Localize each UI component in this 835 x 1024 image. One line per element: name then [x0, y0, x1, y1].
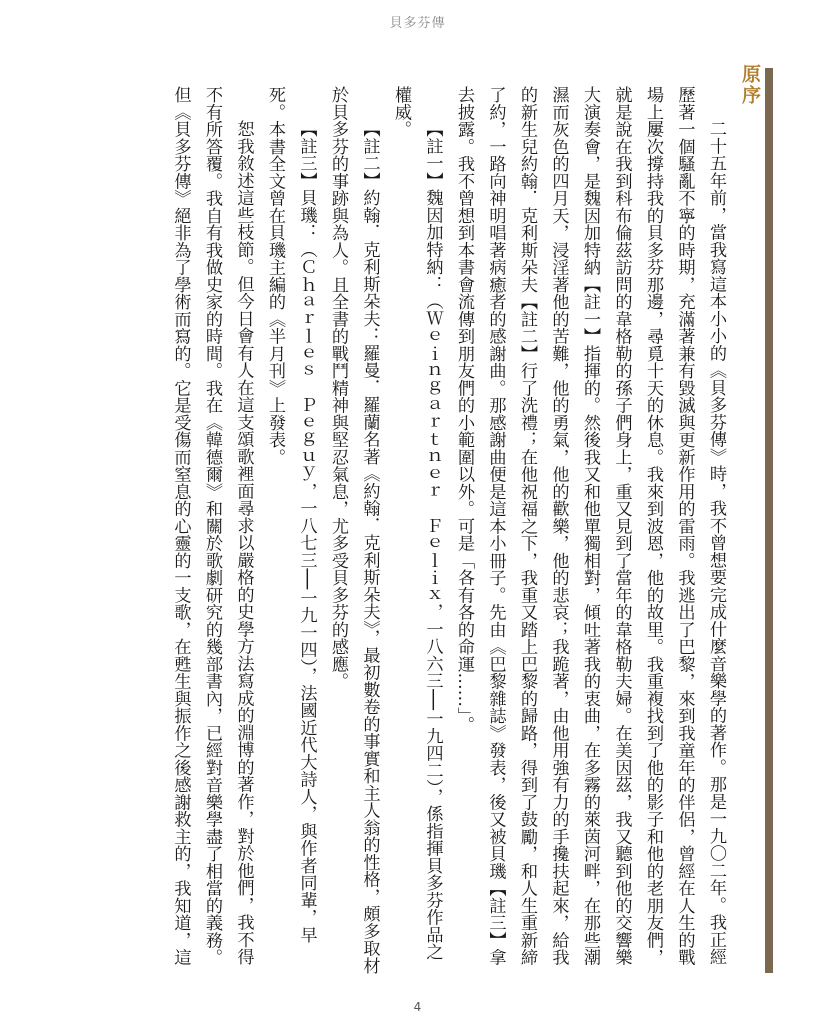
footnote-3: 【註三】貝璣：（Ｃｈａｒｌｅｓ Ｐｅｇｕｙ，一八七三──一九一四），法國近代大詩人，與作者同輩，早死。本書全文曾在貝璣主編的《半月刊》上發表。 [265, 86, 317, 944]
section-title: 原序 [739, 64, 761, 106]
paragraph-2: 恕我敘述這些枝節。但今日會有人在這支頌歌裡面尋求以嚴格的史學方法寫成的淵博的著作，對於他們，我不得不有所答覆。我自有我做史家的時間。我在《韓德爾》和關於歌劇研究的幾部書內，已經對音樂學盡了相當的義務。但《貝多芬傳》絕非為了學術而寫的。它是受傷而窒息的心靈的一支歌，在甦生與振作之後感謝救主的，我知道，這 [170, 86, 254, 966]
paragraph-1: 二十五年前，當我寫這本小小的《貝多芬傳》時，我不曾想要完成什麼音樂學的著作。那是一九〇二年。我正經歷著一個騷亂不寧的時期，充滿著兼有毀滅與更新作用的雷雨。我逃出了巴黎，來到我童年的伴侶，曾經在人生的戰場上屢次撐持我的貝多芬那邊，尋覓十天的休息。我來到波恩，他的故里。我重複找到了他的影子和他的老朋友們，就是說在我到科布倫茲訪問的韋格勒的孫子們身上，重又見到了當年的韋格勒夫婦。在美因茲，我又聽到他的交響樂大演奏會，是魏因加特納【註一】指揮的。然後我又和他單獨相對，傾吐著我的衷曲，在多霧的萊茵河畔，在那些潮濕而灰色的四月天，浸淫著他的苦難，他的勇氣，他的歡樂，他的悲哀；我跪著，由他用強有力的手攙扶起來，給我的新生兒約翰．克利斯朵夫【註二】行了洗禮；在他祝福之下，我重又踏上巴黎的歸路，得到了鼓勵，和人生重新締了約，一路向神明唱著病癒者的感謝曲。那感謝曲便是這本小冊子。先由《巴黎雜誌》發表，後又被貝璣【註三】拿去披露。我不曾想到本書會流傳到朋友們的小範圍以外。可是「各有各的命運……」。 [454, 86, 726, 966]
footnote-1: 【註一】魏因加特納：（Ｗｅｉｎｇａｒｔｎｅｒ Ｆｅｌｉｘ，一八六三──一九四二），係指揮貝多芬作品之權威。 [391, 86, 443, 961]
running-header-book-title: 貝多芬傳 [389, 16, 446, 31]
vertical-text-body [76, 86, 731, 976]
footnote-2: 【註二】約翰．克利斯朵夫：羅曼．羅蘭名著《約翰．克利斯朵夫》，最初數卷的事實和主人翁的性格，頗多取材於貝多芬的事跡與為人。且全書的戰鬥精神與堅忍氣息，尤多受貝多芬的感應。 [328, 86, 380, 975]
section-divider-bar [765, 68, 773, 973]
page-number: 4 [413, 1000, 422, 1014]
